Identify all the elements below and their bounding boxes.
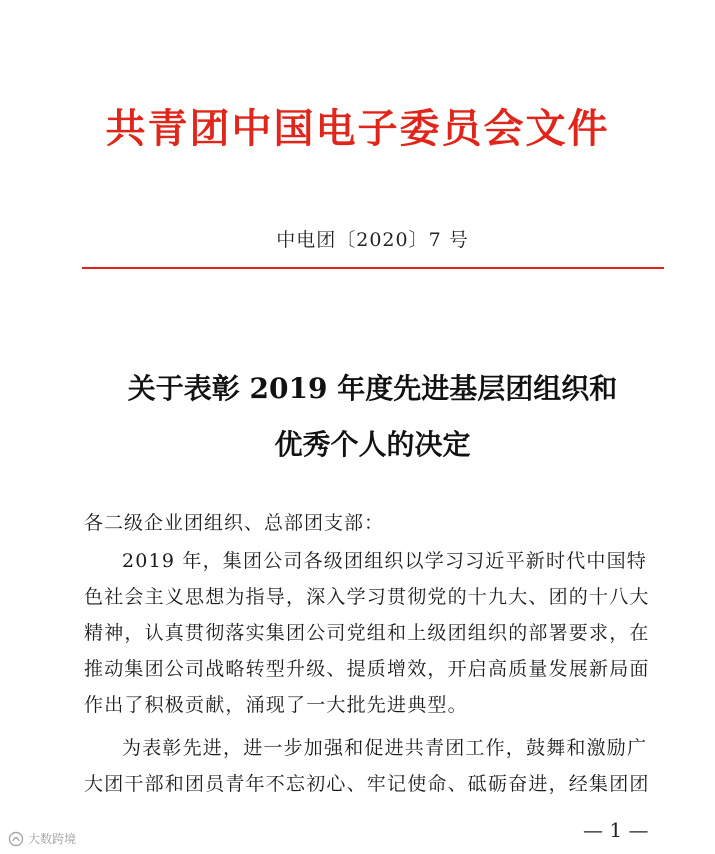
document-title-line-1: 关于表彰 2019 年度先进基层团组织和	[127, 372, 618, 405]
paragraph-2-line: 大团干部和团员青年不忘初心、牢记使命、砥砺奋进，经集团团	[84, 773, 650, 795]
page-number: — 1 —	[583, 818, 649, 842]
paragraph-1-line: 精神，认真贯彻落实集团公司党组和上级团组织的部署要求，在	[84, 622, 650, 644]
watermark	[8, 830, 76, 847]
paragraph-2-line: 为表彰先进，进一步加强和促进共青团工作，鼓舞和激励广	[122, 737, 648, 759]
watermark-text: 大数跨境	[28, 832, 77, 846]
paragraph-1-line: 作出了积极贡献，涌现了一大批先进典型。	[84, 694, 468, 716]
document-header-title: 共青团中国电子委员会文件	[105, 106, 610, 152]
logo-icon	[8, 831, 24, 847]
paragraph-1-line: 色社会主义思想为指导，深入学习贯彻党的十九大、团的十八大	[84, 586, 650, 608]
red-divider-line	[82, 267, 664, 269]
paragraph-1-line: 推动集团公司战略转型升级、提质增效，开启高质量发展新局面	[84, 658, 650, 680]
document-title-line-2: 优秀个人的决定	[274, 428, 471, 461]
paragraph-1-line: 2019 年，集团公司各级团组织以学习习近平新时代中国特	[122, 550, 647, 572]
salutation: 各二级企业团组织、总部团支部：	[84, 512, 385, 534]
document-number: 中电团〔2020〕7 号	[276, 229, 469, 251]
